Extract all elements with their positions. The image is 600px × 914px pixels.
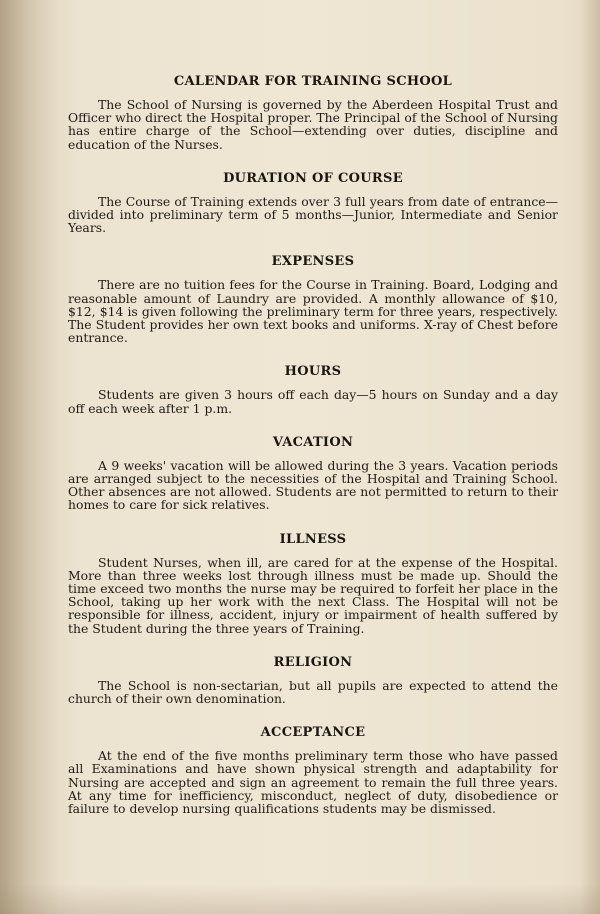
section-heading-vacation: VACATION <box>272 434 354 450</box>
section-heading-hours: HOURS <box>284 364 342 380</box>
section-heading-calendar: CALENDAR FOR TRAINING SCHOOL <box>173 74 453 89</box>
binding-shadow <box>0 0 60 914</box>
section-body-vacation: A 9 weeks' vacation will be allowed during the 3 years. Vacation periods are arranged subject to the necessities of the Hospital and Training School. Other absences are not allowed. Students are not permitted to return to their homes to care for sick relatives. <box>68 457 558 513</box>
section-body-religion: The School is non-sectarian, but all pupils are expected to attend the church of their own denomination. <box>68 677 558 707</box>
section-body-expenses: There are no tuition fees for the Course in Training. Board, Lodging and reasonable amount of Laundry are provided. A monthly allowance of $10, $12, $14 is given following the preliminary term for three years, respectively. The Student provides her own text books and uniforms. X-ray of Chest before entrance. <box>68 277 558 346</box>
section-calendar <box>68 74 558 151</box>
section-body-duration: The Course of Training extends over 3 full years from date of entrance—divided into preliminary term of 5 months—Junior, Intermediate and Senior Years. <box>68 193 558 236</box>
section-body-illness: Student Nurses, when ill, are cared for at the expense of the Hospital. More than three weeks lost through illness must be made up. Should the time exceed two months the nurse may be required to forfeit her place in the School, taking up her work with the next Class. The Hospital will not be responsible for illness, accident, injury or impairment of health suffered by the Student during the three years of Training. <box>68 554 558 636</box>
section-illness <box>68 532 558 635</box>
section-heading-illness: ILLNESS <box>279 531 347 547</box>
page-bottom-shadow <box>0 884 600 914</box>
section-body-acceptance: At the end of the five months preliminary term those who have passed all Examinations and have shown physical strength and adaptability for Nursing are accepted and sign an agreement to remain the full three years. At any time for inefficiency, misconduct, neglect of duty, disobedience or failure to develop nursing qualifications students may be dismissed. <box>68 748 558 817</box>
section-religion <box>68 655 558 705</box>
section-body-calendar: The School of Nursing is governed by the Aberdeen Hospital Trust and Officer who direct the Hospital proper. The Principal of the School of Nursing has entire charge of the School—extending over duties, discipline and education of the Nurses. <box>68 97 558 152</box>
section-heading-expenses: EXPENSES <box>271 254 355 270</box>
section-duration <box>68 171 558 235</box>
section-acceptance <box>68 725 558 815</box>
section-body-hours: Students are given 3 hours off each day—5 hours on Sunday and a day off each week after 1 p.m. <box>68 387 558 416</box>
section-vacation <box>68 435 558 512</box>
page-edge-shadow <box>580 0 600 914</box>
section-heading-duration: DURATION OF COURSE <box>223 170 403 186</box>
section-heading-acceptance: ACCEPTANCE <box>260 725 366 741</box>
section-hours <box>68 364 558 414</box>
section-expenses <box>68 254 558 344</box>
section-heading-religion: RELIGION <box>273 654 353 670</box>
document-content <box>68 74 558 815</box>
